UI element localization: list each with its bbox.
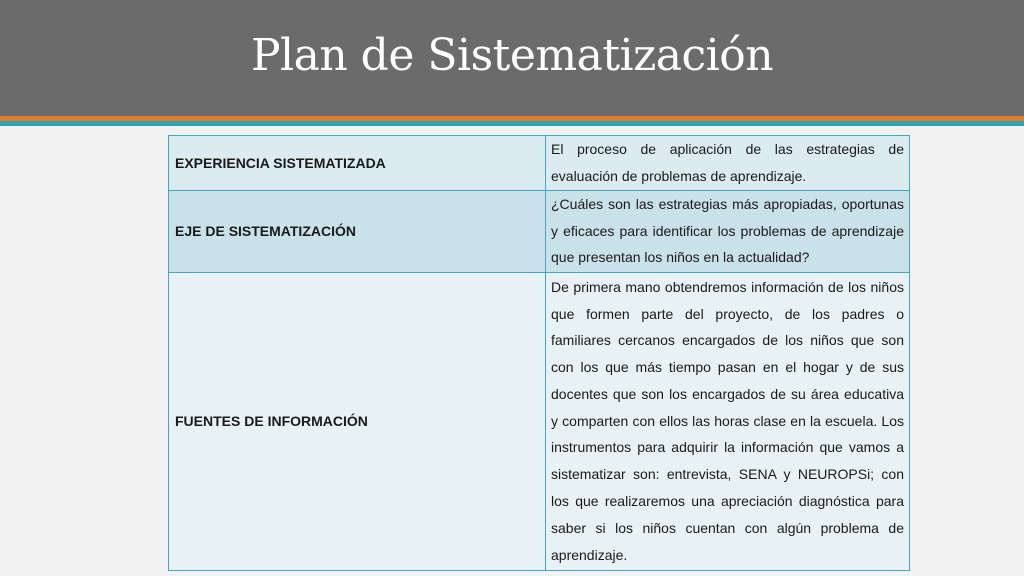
systematization-table: [168, 135, 910, 571]
row-label: EXPERIENCIA SISTEMATIZADA: [169, 136, 546, 191]
title-bar: [0, 0, 1024, 116]
row-content: El proceso de aplicación de las estrategias de evaluación de problemas de aprendizaje.: [546, 136, 910, 191]
row-content: ¿Cuáles son las estrategias más apropiadas, oportunas y eficaces para identificar los problemas de aprendizaje que presentan los niños en la actualidad?: [546, 190, 910, 272]
table-row: [169, 136, 910, 191]
row-label: EJE DE SISTEMATIZACIÓN: [169, 190, 546, 272]
slide-title: Plan de Sistematización: [250, 30, 774, 81]
accent-stripe-teal: [0, 121, 1024, 126]
row-label: FUENTES DE INFORMACIÓN: [169, 272, 546, 570]
row-content: De primera mano obtendremos información de los niños que formen parte del proyecto, de los padres o familiares cercanos encargados de los niños que son con los que más tiempo pasan en el hogar y de sus docentes que son los encargados de su área educativa y comparten con ellos las horas clase en la escuela. Los instrumentos para adquirir la información que vamos a sistematizar son: entrevista, SENA y NEUROPSi; con los que realizaremos una apreciación diagnóstica para saber si los niños cuentan con algún problema de aprendizaje.: [546, 272, 910, 570]
table-row: [169, 190, 910, 272]
table-row: [169, 272, 910, 570]
